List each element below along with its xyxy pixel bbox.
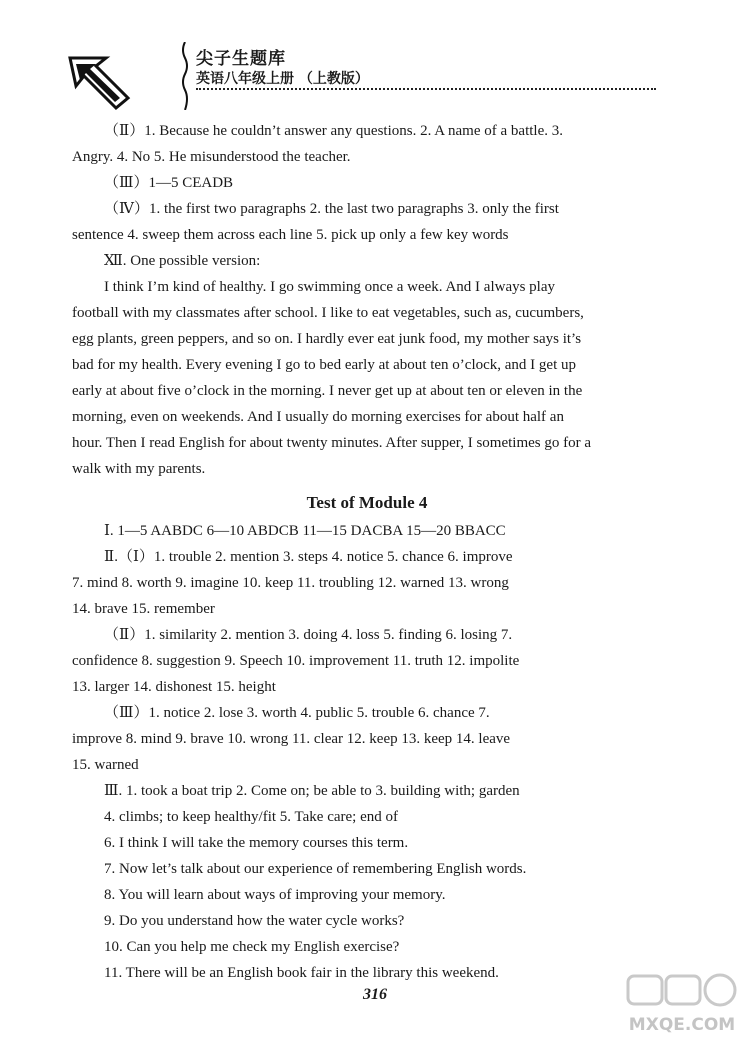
answer-line: （Ⅱ）1. similarity 2. mention 3. doing 4. loss 5. finding 6. losing 7. — [104, 627, 513, 643]
answer-line: Ⅰ. 1—5 AABDC 6—10 ABDCB 11—15 DACBA 15—20 BBACC — [104, 523, 506, 539]
arrow-logo-icon — [66, 52, 136, 112]
answer-line: （Ⅳ）1. the first two paragraphs 2. the last two paragraphs 3. only the first — [104, 201, 559, 217]
answer-line: Angry. 4. No 5. He misunderstood the teacher. — [72, 149, 351, 165]
answer-line: football with my classmates after school. I like to eat vegetables, such as, cucumbers, — [72, 305, 584, 321]
answer-line: walk with my parents. — [72, 461, 206, 477]
header-brace-icon — [180, 42, 190, 110]
answer-line: improve 8. mind 9. brave 10. wrong 11. clear 12. keep 13. keep 14. leave — [72, 731, 511, 747]
answer-line: confidence 8. suggestion 9. Speech 10. improvement 11. truth 12. impolite — [72, 653, 520, 669]
answer-line: 15. warned — [72, 757, 139, 773]
answer-line: （Ⅲ）1. notice 2. lose 3. worth 4. public 5. trouble 6. chance 7. — [104, 705, 490, 721]
page-header — [62, 38, 662, 108]
header-subtitle: 英语八年级上册 （上教版） — [196, 71, 369, 87]
answers-block-module3 — [72, 118, 662, 482]
answer-line: 11. There will be an English book fair in the library this weekend. — [104, 965, 499, 981]
answer-line: early at about five o’clock in the morning. I never get up at about ten or eleven in the — [72, 383, 583, 399]
answers-block-module4 — [72, 518, 662, 986]
answer-content — [72, 118, 662, 986]
watermark-text: MXQE.COM — [628, 1015, 736, 1035]
answer-line: 13. larger 14. dishonest 15. height — [72, 679, 276, 695]
header-brand: 尖子生题库 — [196, 49, 286, 69]
answer-line: （Ⅱ）1. Because he couldn’t answer any questions. 2. A name of a battle. 3. — [104, 123, 563, 139]
answer-line: hour. Then I read English for about twenty minutes. After supper, I sometimes go for a — [72, 435, 592, 451]
answer-line: sentence 4. sweep them across each line 5. pick up only a few key words — [72, 227, 509, 243]
answer-line: 8. You will learn about ways of improving your memory. — [104, 887, 446, 903]
answer-line: Ⅱ.（Ⅰ）1. trouble 2. mention 3. steps 4. notice 5. chance 6. improve — [104, 549, 513, 565]
answer-line: bad for my health. Every evening I go to bed early at about ten o’clock, and I get up — [72, 357, 576, 373]
answer-line: Ⅲ. 1. took a boat trip 2. Come on; be able to 3. building with; garden — [104, 783, 520, 799]
page-number: 316 — [363, 986, 387, 1003]
answer-line: 6. I think I will take the memory courses this term. — [104, 835, 409, 851]
answer-line: 4. climbs; to keep healthy/fit 5. Take care; end of — [104, 809, 398, 825]
answer-line: 10. Can you help me check my English exercise? — [104, 939, 400, 955]
answer-line: Ⅻ. One possible version: — [104, 253, 261, 269]
header-dotted-rule — [196, 88, 656, 90]
answer-line: egg plants, green peppers, and so on. I hardly ever eat junk food, my mother says it’s — [72, 331, 582, 347]
section-title: Test of Module 4 — [306, 493, 428, 512]
answer-line: 7. Now let’s talk about our experience of remembering English words. — [104, 861, 527, 877]
answer-line: morning, even on weekends. And I usually do morning exercises for about half an — [72, 409, 564, 425]
answer-line: 14. brave 15. remember — [72, 601, 215, 617]
answer-line: （Ⅲ）1—5 CEADB — [104, 175, 234, 191]
watermark-logo — [622, 972, 742, 1040]
answer-line: I think I’m kind of healthy. I go swimming once a week. And I always play — [104, 279, 556, 295]
answer-line: 9. Do you understand how the water cycle works? — [104, 913, 405, 929]
answer-line: 7. mind 8. worth 9. imagine 10. keep 11. troubling 12. warned 13. wrong — [72, 575, 509, 591]
